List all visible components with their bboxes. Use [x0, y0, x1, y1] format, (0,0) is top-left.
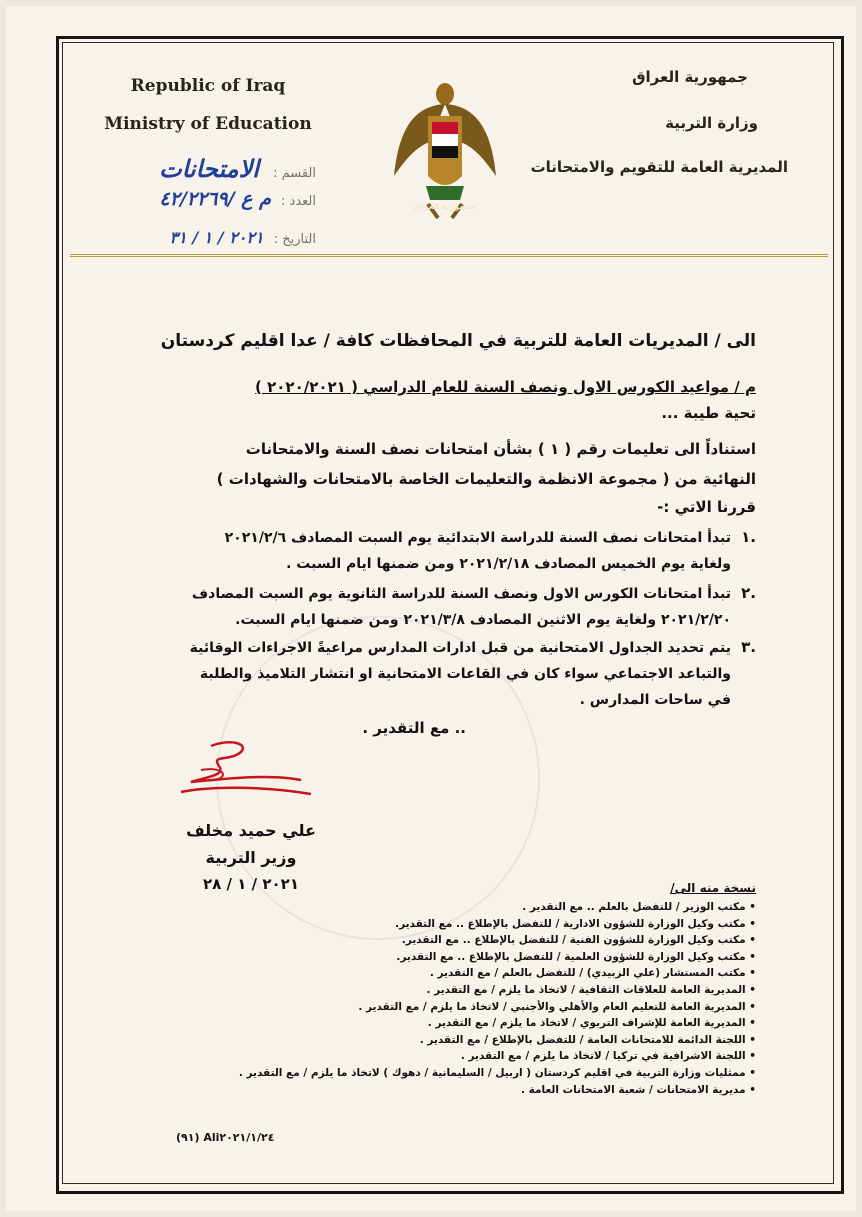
item-1-line-1: تبدأ امتحانات نصف السنة للدراسة الابتدائية يوم السبت المصادف ٢٠٢١/٢/٦ — [224, 530, 731, 546]
handwritten-signature — [171, 736, 321, 816]
copy-item: • مكتب وكيل الوزارة للشؤون الادارية / للتفضل بالإطلاع .. مع التقدير. — [136, 916, 756, 933]
copy-item: • مكتب المستشار (علي الزبيدي) / للتفضل بالعلم / مع التقدير . — [136, 965, 756, 982]
copy-item: • المديرية العامة للإشراف التربوي / لاتخاذ ما يلزم / مع التقدير . — [136, 1015, 756, 1032]
item-1-line-2: ولغاية يوم الخميس المصادف ٢٠٢١/٢/١٨ ومن ضمنها ايام السبت . — [286, 556, 731, 572]
department-row — [76, 154, 316, 183]
intro-line-1: استناداً الى تعليمات رقم ( ١ ) بشأن امتحانات نصف السنة والامتحانات — [245, 440, 756, 458]
copy-item: • المديرية العامة للعلاقات الثقافية / لاتخاذ ما يلزم / مع التقدير . — [136, 982, 756, 999]
copy-item: • مكتب الوزير / للتفضل بالعلم .. مع التقدير . — [136, 899, 756, 916]
item-3-line-3: في ساحات المدارس . — [579, 692, 731, 708]
department-label: القسم : — [273, 166, 316, 181]
closing-line: .. مع التقدير . — [362, 719, 466, 737]
decided-line: قررنا الاتي :- — [657, 498, 756, 516]
item-3-line-1: يتم تحديد الجداول الامتحانية من قبل ادارات المدارس مراعيةً الاجراءات الوقائية — [189, 640, 731, 656]
copy-item: • اللجنة الدائمة للامتحانات العامة / للتفضل بالإطلاع / مع التقدير . — [136, 1032, 756, 1049]
item-3-line-2: والتباعد الاجتماعي سواء كان في القاعات الامتحانية او انتشار التلاميذ والطلبة — [199, 666, 731, 682]
ministry-name-ar: وزارة التربية — [665, 114, 758, 132]
document-page — [6, 6, 856, 1211]
copy-item: • مكتب وكيل الوزارة للشؤون العلمية / للتفضل بالإطلاع .. مع التقدير. — [136, 949, 756, 966]
item-2-line-2: ٢٠٢١/٢/٢٠ ولغاية يوم الاثنين المصادف ٢٠٢١/٣/٨ ومن ضمنها ايام السبت. — [235, 612, 731, 628]
signatory-title: وزير التربية — [205, 848, 297, 867]
date-value: ٢٠٢١ / ١ / ٣١ — [169, 228, 264, 247]
copy-item: • المديرية العامة للتعليم العام والأهلي والأجنبي / لاتخاذ ما يلزم / مع التقدير . — [136, 999, 756, 1016]
signatory-block — [186, 821, 316, 893]
copy-item: • ممثليات وزارة التربية في اقليم كردستان ( اربيل / السليمانية / دهوك ) لاتخاذ ما يلزم / مع التقدير . — [136, 1065, 756, 1082]
intro-line-2: النهائية من ( مجموعة الانظمة والتعليمات الخاصة بالامتحانات والشهادات ) — [216, 470, 756, 488]
signatory-name: علي حميد مخلف — [186, 821, 316, 840]
copy-item: • مكتب وكيل الوزارة للشؤون الفنية / للتفضل بالإطلاع .. مع التقدير. — [136, 932, 756, 949]
number-label: العدد : — [281, 194, 316, 209]
addressee-line: الى / المديريات العامة للتربية في المحافظات كافة / عدا اقليم كردستان — [160, 331, 756, 351]
copies-title: نسخة منه الى/ — [670, 881, 756, 895]
reference-code: Ali٢٠٢١/١/٢٤ (٩١) — [176, 1131, 275, 1144]
date-label: التاريخ : — [273, 232, 316, 247]
header-divider — [70, 254, 828, 257]
country-name-ar: جمهورية العراق — [632, 68, 748, 86]
date-row — [76, 228, 316, 247]
item-number-3: ٣. — [741, 638, 756, 656]
item-number-1: ١. — [741, 528, 756, 546]
signature-date: ٢٠٢١ / ١ / ٢٨ — [203, 875, 299, 893]
directorate-name-ar: المديرية العامة للتقويم والامتحانات — [530, 158, 788, 176]
ministry-name-en: Ministry of Education — [104, 114, 312, 134]
item-number-2: ٢. — [741, 584, 756, 602]
copy-item: • مديرية الامتحانات / شعبة الامتحانات العامة . — [136, 1082, 756, 1099]
english-letterhead — [88, 76, 328, 134]
copies-list — [136, 899, 756, 1098]
copy-item: • اللجنة الاشرافية في تركيا / لاتخاذ ما يلزم / مع التقدير . — [136, 1048, 756, 1065]
department-value: الامتحانات — [159, 154, 259, 183]
greeting-line: تحية طيبة ... — [661, 404, 756, 422]
item-2-line-1: تبدأ امتحانات الكورس الاول ونصف السنة للدراسة الثانوية يوم السبت المصادف — [191, 586, 731, 602]
emblem-caption: جمهورية العراق — [414, 202, 476, 211]
number-row — [76, 188, 316, 210]
country-name-en: Republic of Iraq — [130, 76, 286, 96]
number-value: م ع /٤٢/٢٢٦٩ — [159, 188, 271, 210]
subject-line: م / مواعيد الكورس الاول ونصف السنة للعام الدراسي ( ٢٠٢٠/٢٠٢١ ) — [255, 378, 756, 396]
